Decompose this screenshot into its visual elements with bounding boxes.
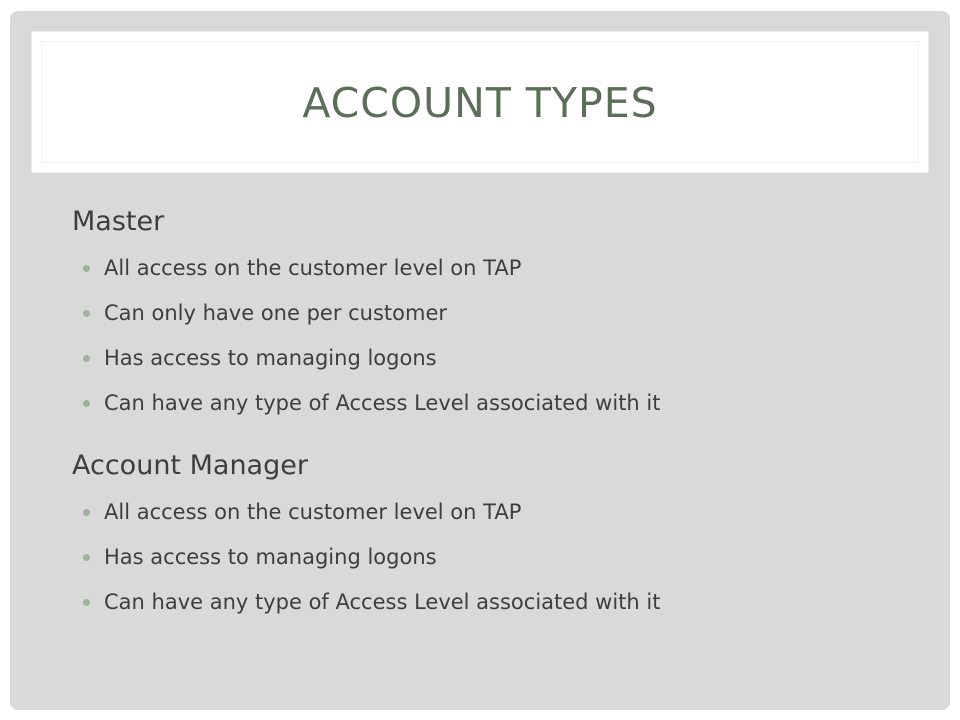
bullet-text: Can have any type of Access Level associated with it	[104, 391, 661, 415]
bullet-icon	[83, 310, 90, 317]
bullet-icon	[83, 554, 90, 561]
list-item	[72, 336, 932, 381]
list-item	[72, 490, 932, 535]
bullet-list	[72, 490, 932, 625]
bullet-text: Has access to managing logons	[104, 545, 437, 569]
bullet-icon	[83, 355, 90, 362]
list-item	[72, 291, 932, 336]
slide-content	[72, 204, 932, 625]
bullet-text: Can only have one per customer	[104, 301, 448, 325]
bullet-text: Has access to managing logons	[104, 346, 437, 370]
list-item	[72, 381, 932, 426]
title-box	[31, 31, 929, 173]
bullet-list	[72, 246, 932, 426]
bullet-icon	[83, 265, 90, 272]
bullet-icon	[83, 599, 90, 606]
bullet-text: All access on the customer level on TAP	[104, 500, 522, 524]
section-heading: Master	[72, 206, 165, 237]
bullet-icon	[83, 400, 90, 407]
list-item	[72, 535, 932, 580]
title-frame	[41, 41, 919, 163]
list-item	[72, 246, 932, 291]
bullet-text: Can have any type of Access Level associated with it	[104, 590, 661, 614]
section-account-manager	[72, 448, 932, 625]
section-heading: Account Manager	[72, 450, 308, 481]
section-master	[72, 204, 932, 426]
bullet-text: All access on the customer level on TAP	[104, 256, 522, 280]
slide	[10, 11, 950, 710]
bullet-icon	[83, 509, 90, 516]
list-item	[72, 580, 932, 625]
slide-title: ACCOUNT TYPES	[302, 78, 658, 127]
